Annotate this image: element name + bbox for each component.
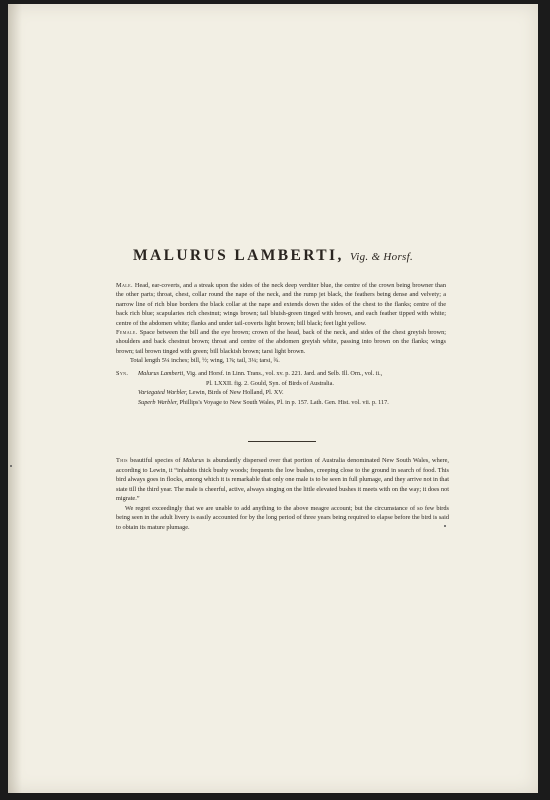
body-paragraph-2: We regret exceedingly that we are unable to add anything to the above meagre account; but the circumstance of so few birds being seen in the adult livery is easily accounted for by the long period of three years being required to elapse before the bird is said to obtain its mature plumage.: [116, 504, 449, 531]
section-divider: [248, 441, 316, 442]
page-spine-shadow: [8, 4, 22, 793]
female-text: Space between the bill and the eye brown; crown of the head, back of the neck, and sides of the chest greyish brown; shoulders and back chestnut brown; throat and centre of the abdomen greyish white, passing into brown on the flanks; wings brown; tail brown tinged with green; bill blackish brown; tarsi light brown.: [116, 329, 446, 355]
book-page: [8, 4, 538, 793]
body-text: [116, 456, 449, 532]
species-name: MALURUS LAMBERTI,: [132, 247, 344, 264]
synonym-name-1: Malurus Lamberti,: [138, 370, 185, 377]
body-paragraph-1: [116, 456, 449, 504]
body-paragraph-1-genus: Malurus: [182, 457, 205, 464]
synonymy-line-3: [116, 388, 450, 398]
margin-speck: [444, 525, 446, 527]
synonymy-line-1: [116, 369, 450, 379]
synonym-name-3: Superb Warbler,: [138, 398, 178, 406]
body-paragraph-1-first-word: This: [116, 457, 128, 464]
synonymy-label: Syn.: [116, 370, 129, 377]
species-description: [116, 281, 446, 366]
synonym-ref-3: Phillips's Voyage to New South Wales, Pl. in p. 157. Lath. Gen. Hist. vol. vii. p. 117.: [179, 398, 389, 406]
total-length: Total length 5¼ inches; bill, ½; wing, 1⅞; tail, 3¼; tarsi, ¾.: [130, 357, 280, 365]
female-label: Female.: [116, 329, 138, 337]
synonymy-line-4: [116, 398, 450, 408]
female-description: [116, 328, 446, 356]
synonymy-line-2: Pl. LXXII. fig. 2. Gould, Syn. of Birds of Australia.: [206, 379, 334, 387]
body-paragraph-1-part-b: is abundantly dispersed over that portion of Australia denominated New South Wales, where, according to Lewin, it “inhabits thick bushy woods; frequents the low bushes, creeping close to the ground in search of food. This bird always goes in flocks, among which it is remarkable that only one male is to be seen in full plumage, and they arrive not in that state till the third year. The male is cheerful, active, always singing on the little elevated bushes it meets with on the way; it does not migrate.”: [116, 457, 450, 502]
male-label: Male.: [116, 282, 133, 289]
synonym-ref-2: Lewin, Birds of New Holland, Pl. XV.: [188, 389, 284, 397]
body-paragraph-1-part-a: beautiful species of: [127, 457, 183, 464]
species-authority: Vig. & Horsf.: [350, 251, 414, 263]
synonymy-block: [116, 369, 450, 407]
male-description: [116, 281, 446, 328]
synonym-ref-1: Vig. and Horsf. in Linn. Trans., vol. xv. p. 221. Jard. and Selb. Ill. Orn., vol. ii.,: [186, 370, 383, 377]
margin-speck: [10, 465, 12, 467]
synonym-name-2: Variegated Warbler,: [138, 389, 188, 397]
male-text: Head, ear-coverts, and a streak upon the sides of the neck deep verditer blue, the centre of the crown being browner than the other parts; throat, chest, collar round the nape of the neck, and the rump jet black, the feathers being dense and velvety; a narrow line of rich blue borders the black collar at the nape and extends down the sides of the chest to the flanks; centre of the back rich blue; scapularies rich chestnut; wings brown; tail bluish-green tinged with brown, and each feather tipped with white; centre of the abdomen white; flanks and under tail-coverts light brown; bill black; feet light yellow.: [116, 282, 447, 327]
page-title: [8, 247, 538, 265]
